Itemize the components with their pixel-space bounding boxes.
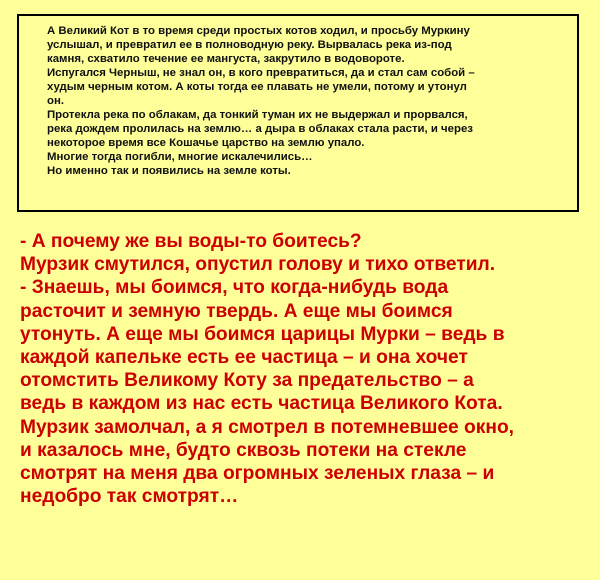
boxed-line: некоторое время все Кошачье царство на землю упало. (47, 137, 365, 149)
boxed-line: он. (47, 95, 65, 107)
boxed-line: камня, схватило течение ее мангуста, закрутило в водовороте. (47, 53, 405, 65)
story-line: утонуть. А еще мы боимся царицы Мурки – ведь в (20, 323, 505, 345)
story-line: - А почему же вы воды-то боитесь? (20, 231, 362, 252)
boxed-line: услышал, и превратил ее в полноводную реку. Вырвалась река из-под (47, 39, 452, 51)
boxed-line: Испугался Черныш, не знал он, в кого превратиться, да и стал сам собой – (47, 67, 475, 79)
story-text (20, 230, 590, 508)
story-line: недобро так смотрят… (20, 486, 239, 508)
boxed-line: Протекла река по облакам, да тонкий туман их не выдержал и прорвался, (47, 109, 468, 121)
story-line: и казалось мне, будто сквозь потеки на стекле (20, 439, 467, 461)
boxed-line: худым черным котом. А коты тогда ее плавать не умели, потому и утонул (47, 81, 467, 93)
story-line: ведь в каждом из нас есть частица Великого Кота. (20, 393, 503, 415)
story-line: - Знаешь, мы боимся, что когда-нибудь вода (20, 277, 449, 299)
boxed-line: А Великий Кот в то время среди простых котов ходил, и просьбу Муркину (47, 25, 470, 37)
story-line: расточит и земную твердь. А еще мы боимся (20, 300, 453, 322)
story-line: каждой капельке есть ее частица – и она хочет (20, 347, 468, 369)
story-line: Мурзик смутился, опустил голову и тихо ответил. (20, 254, 496, 276)
boxed-line: Многие тогда погибли, многие искалечились… (47, 151, 313, 163)
boxed-excerpt (17, 14, 579, 212)
story-line: отомстить Великому Коту за предательство – а (20, 370, 474, 392)
boxed-line: Но именно так и появились на земле коты. (47, 165, 291, 177)
story-line: Мурзик замолчал, а я смотрел в потемневшее окно, (20, 416, 514, 438)
story-line: смотрят на меня два огромных зеленых глаза – и (20, 463, 495, 485)
boxed-line: река дождем пролилась на землю… а дыра в облаках стала расти, и через (47, 123, 473, 135)
